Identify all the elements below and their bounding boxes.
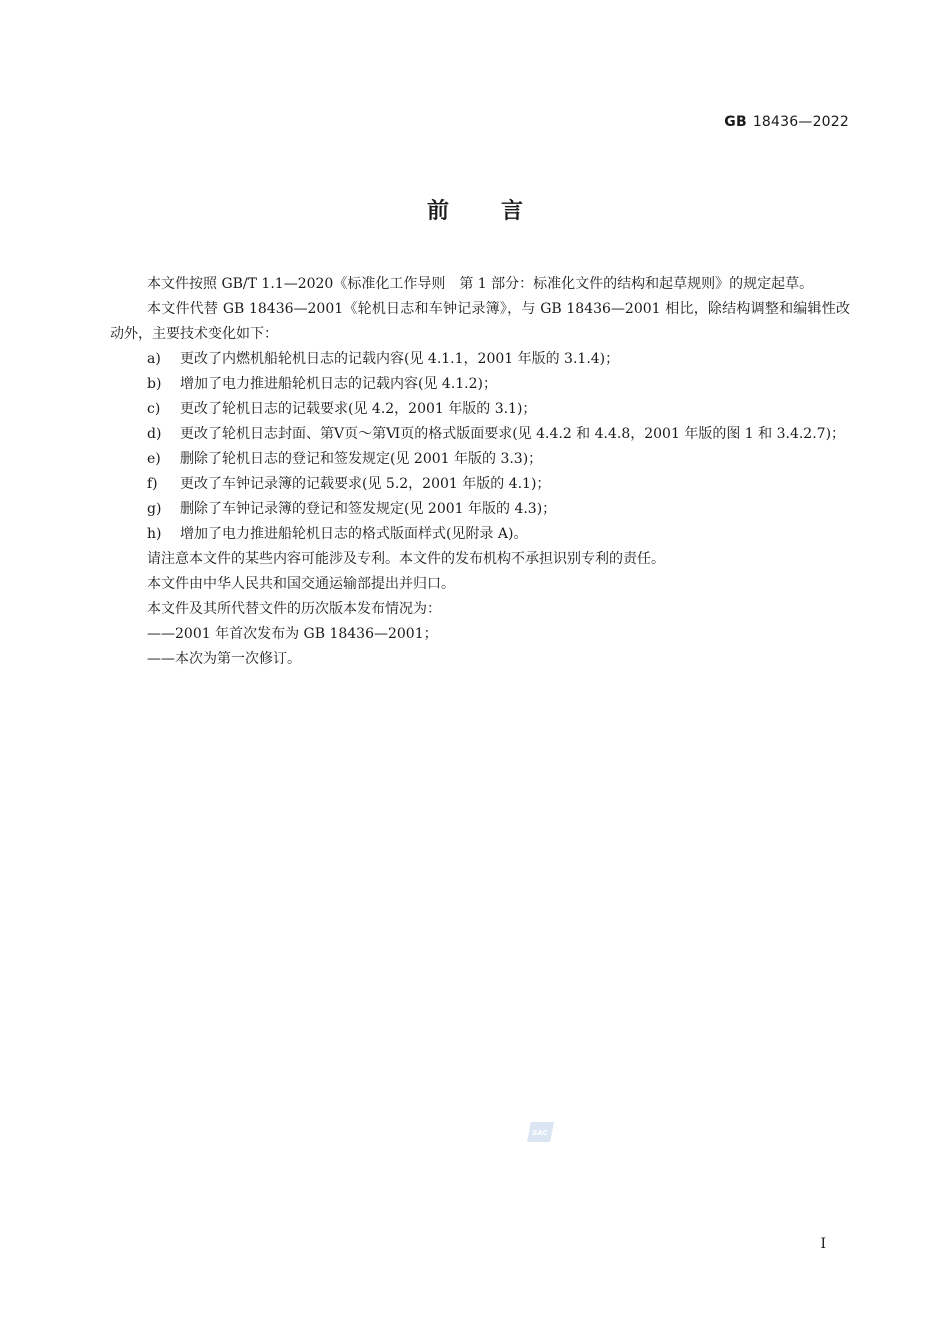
list-item-label: g) xyxy=(147,501,162,517)
list-item-label: c) xyxy=(147,401,161,417)
list-item-label: h) xyxy=(147,526,162,542)
list-item-text: 更改了轮机日志的记载要求(见 4.2，2001 年版的 3.1)； xyxy=(180,401,537,417)
list-item xyxy=(110,422,850,447)
paragraph-history-intro: 本文件及其所代替文件的历次版本发布情况为： xyxy=(147,601,441,617)
standard-number: 18436—2022 xyxy=(752,114,849,130)
paragraph-drafting-rule: 本文件按照 GB/T 1.1—2020《标准化工作导则 第 1 部分：标准化文件的结构和起草规则》的规定起草。 xyxy=(147,276,814,292)
list-item-text: 更改了轮机日志封面、第Ⅴ页～第Ⅵ页的格式版面要求(见 4.4.2 和 4.4.8，2001 年版的图 1 和 3.4.2.7)； xyxy=(180,426,846,442)
history-entry: ——2001 年首次发布为 GB 18436—2001； xyxy=(147,626,438,642)
list-item-text: 删除了车钟记录簿的登记和签发规定(见 2001 年版的 4.3)； xyxy=(180,501,557,517)
list-item-text: 更改了车钟记录簿的记载要求(见 5.2，2001 年版的 4.1)； xyxy=(180,476,551,492)
page-number: I xyxy=(820,1236,826,1252)
history-entry: ——本次为第一次修订。 xyxy=(147,651,301,667)
page-title: 前言 xyxy=(426,199,575,224)
standard-code xyxy=(724,114,849,130)
list-item-label: e) xyxy=(147,451,161,467)
paragraph-proposer: 本文件由中华人民共和国交通运输部提出并归口。 xyxy=(147,576,455,592)
paragraph-replacement: 本文件代替 GB 18436—2001《轮机日志和车钟记录簿》，与 GB 18436—2001 相比，除结构调整和编辑性改动外，主要技术变化如下： xyxy=(110,301,850,342)
foreword-body xyxy=(110,272,850,672)
list-item-text: 删除了轮机日志的登记和签发规定(见 2001 年版的 3.3)； xyxy=(180,451,543,467)
sac-logo-text: SAC xyxy=(532,1129,548,1137)
list-item xyxy=(110,372,850,397)
list-item-label: b) xyxy=(147,376,162,392)
list-item xyxy=(110,347,850,372)
list-item-label: d) xyxy=(147,426,162,442)
list-item-label: a) xyxy=(147,351,161,367)
list-item xyxy=(110,397,850,422)
list-item-text: 更改了内燃机船轮机日志的记载内容(见 4.1.1，2001 年版的 3.1.4)； xyxy=(180,351,620,367)
list-item xyxy=(110,497,850,522)
list-item xyxy=(110,447,850,472)
list-item xyxy=(110,472,850,497)
list-item-text: 增加了电力推进船轮机日志的格式版面样式(见附录 A)。 xyxy=(180,526,528,542)
standard-prefix: GB xyxy=(724,114,747,130)
paragraph-patent-notice: 请注意本文件的某些内容可能涉及专利。本文件的发布机构不承担识别专利的责任。 xyxy=(147,551,665,567)
list-item-text: 增加了电力推进船轮机日志的记载内容(见 4.1.2)； xyxy=(180,376,497,392)
sac-watermark-logo xyxy=(527,1120,554,1144)
list-item xyxy=(110,522,850,547)
list-item-label: f) xyxy=(147,476,158,492)
change-list xyxy=(110,347,850,547)
sac-logo-icon xyxy=(527,1120,554,1144)
